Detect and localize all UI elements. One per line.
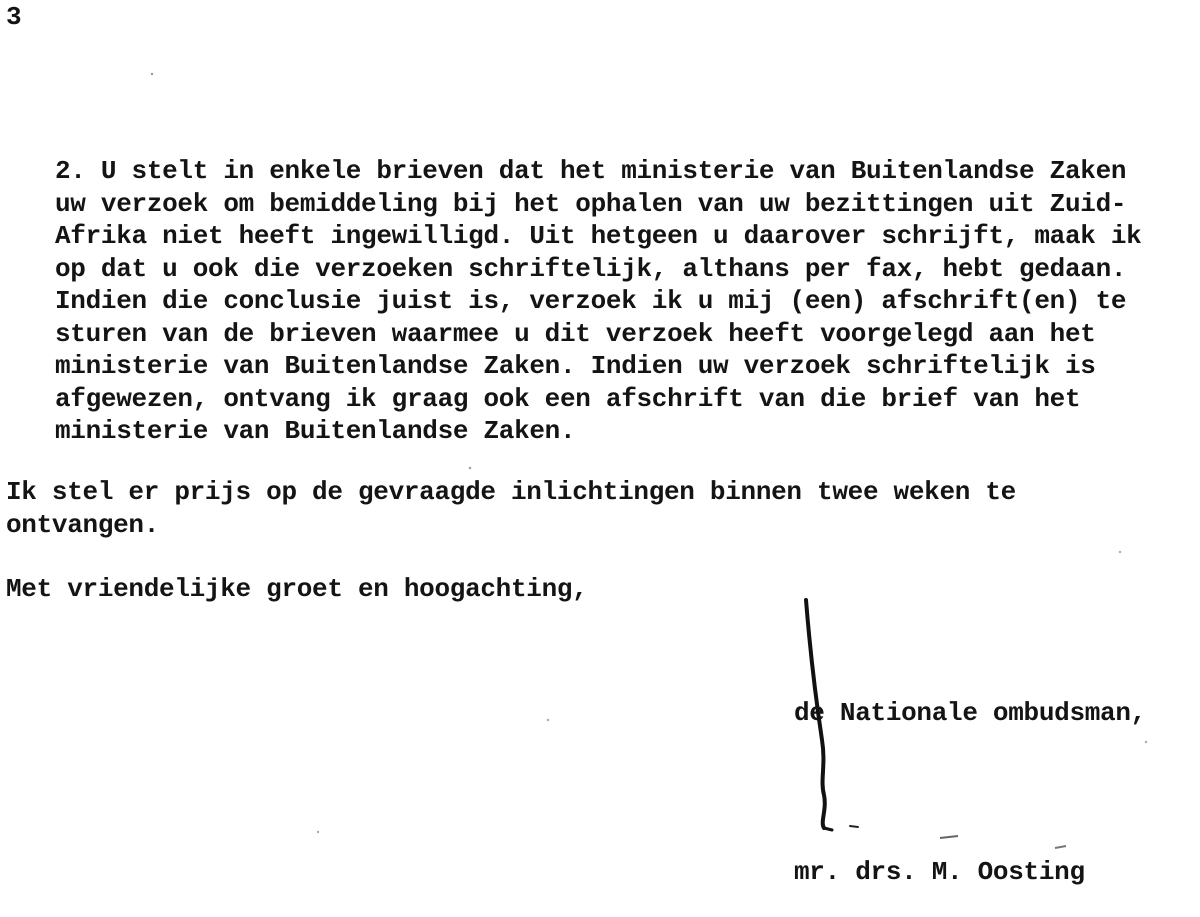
paragraph-line: ministerie van Buitenlandse Zaken. — [55, 416, 576, 446]
paragraph-line: ministerie van Buitenlandse Zaken. Indien uw verzoek schriftelijk is — [55, 351, 1096, 381]
request-paragraph — [6, 476, 1016, 542]
paragraph-line: op dat u ook die verzoeken schriftelijk, althans per fax, hebt gedaan. — [55, 253, 1127, 284]
request-line: Ik stel er prijs op de gevraagde inlichtingen binnen twee weken te — [6, 477, 1016, 507]
closing-salutation: Met vriendelijke groet en hoogachting, — [6, 574, 588, 604]
signatory-title: de Nationale ombudsman, — [794, 698, 1146, 728]
paragraph-line: 2. U stelt in enkele brieven dat het ministerie van Buitenlandse Zaken — [55, 156, 1127, 186]
signatory-name: mr. drs. M. Oosting — [794, 857, 1085, 887]
paragraph-line: sturen van de brieven waarmee u dit verzoek heeft voorgelegd aan het — [55, 318, 1096, 349]
paragraph-line: Indien die conclusie juist is, verzoek ik u mij (een) afschrift(en) te — [55, 286, 1127, 316]
page-number: 3 — [6, 2, 22, 32]
request-line: ontvangen. — [6, 510, 160, 540]
paragraph-2 — [55, 155, 1141, 448]
paragraph-line: uw verzoek om bemiddeling bij het ophalen van uw bezittingen uit Zuid- — [55, 188, 1127, 219]
paragraph-line: Afrika niet heeft ingewilligd. Uit hetgeen u daarover schrijft, maak ik — [55, 221, 1142, 251]
paragraph-line: afgewezen, ontvang ik graag ook een afschrift van die brief van het — [55, 383, 1081, 414]
